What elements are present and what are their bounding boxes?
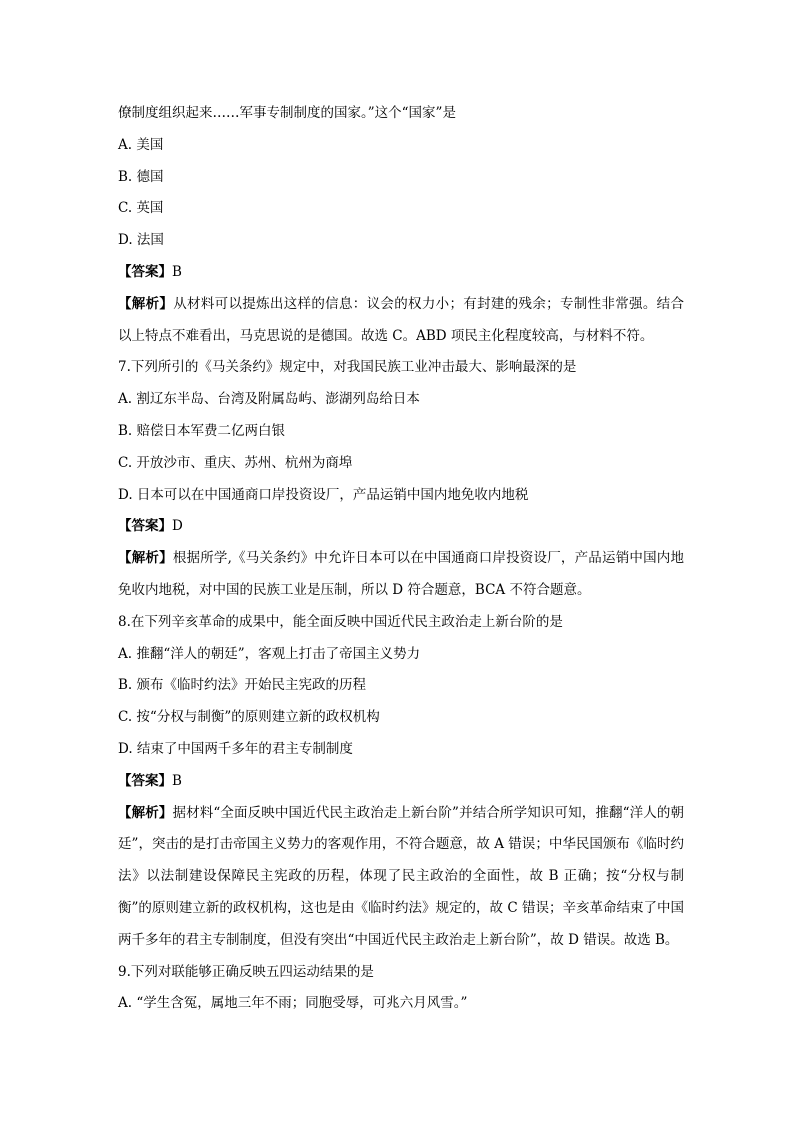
q6-option-d: D. 法国 — [118, 232, 164, 249]
question-7-stem: 7.下列所引的《马关条约》规定中，对我国民族工业冲击最大、影响最深的是 — [118, 359, 577, 376]
q7-option-d: D. 日本可以在中国通商口岸投资设厂，产品运销中国内地免收内地税 — [118, 486, 529, 503]
analysis-text: 据材料“全面反映中国近代民主政治走上新台阶”并结合所学知识可知，推翻“洋人的朝廷”，突击的是打击帝国主义势力的客观作用，不符合题意，故 A 错误；中华民国颁布《临时约法》以法制建设保障民主宪政的历程，体现了民主政治的全面性，故 B 正确；按“分权与制衡”的原则建立新的政权机构，这也是由《临时约法》规定的，故 C 错误；辛亥革命结束了中国两千多年的君主专制制度，但没有突出“中国近代民主政治走上新台阶”，故 D 错误。故选 B。 — [118, 804, 684, 948]
answer-label: 【答案】 — [118, 518, 172, 535]
q6-option-a: A. 美国 — [118, 136, 164, 153]
q6-answer — [118, 257, 684, 289]
analysis-text: 从材料可以提炼出这样的信息：议会的权力小；有封建的残余；专制性非常强。结合以上特点不难看出，马克思说的是德国。故选 C。ABD 项民主化程度较高，与材料不符。 — [118, 295, 684, 344]
answer-value: D — [172, 518, 183, 535]
q6-analysis — [118, 289, 684, 353]
q8-option-d: D. 结束了中国两千多年的君主专制制度 — [118, 740, 353, 757]
q9-option-a: A. “学生含冤，属地三年不雨；同胞受辱，可兆六月风雪。” — [118, 995, 468, 1012]
question-9-stem: 9.下列对联能够正确反映五四运动结果的是 — [118, 963, 374, 980]
q8-option-c: C. 按“分权与制衡”的原则建立新的政权机构 — [118, 709, 380, 726]
q7-option-c: C. 开放沙市、重庆、苏州、杭州为商埠 — [118, 454, 353, 471]
analysis-label: 【解析】 — [118, 804, 173, 821]
answer-value: B — [172, 263, 182, 280]
q8-analysis — [118, 798, 684, 957]
document-page — [118, 98, 684, 1020]
q7-option-b: B. 赔偿日本军费二亿两白银 — [118, 422, 286, 439]
q7-option-a: A. 割辽东半岛、台湾及附属岛屿、澎湖列岛给日本 — [118, 391, 420, 408]
answer-label: 【答案】 — [118, 263, 172, 280]
q6-option-c: C. 英国 — [118, 200, 164, 217]
q6-option-b: B. 德国 — [118, 168, 164, 185]
analysis-text: 根据所学,《马关条约》中允许日本可以在中国通商口岸投资设厂，产品运销中国内地免收内地税，对中国的民族工业是压制，所以 D 符合题意，BCA 不符合题意。 — [118, 550, 685, 598]
analysis-label: 【解析】 — [118, 295, 174, 312]
answer-value: B — [172, 772, 182, 789]
q8-option-b: B. 颁布《临时约法》开始民主宪政的历程 — [118, 677, 367, 694]
question-6-stem-continuation: 僚制度组织起来……军事专制制度的国家。”这个“国家”是 — [118, 105, 456, 121]
q8-option-a: A. 推翻“洋人的朝廷”，客观上打击了帝国主义势力 — [118, 645, 421, 662]
q8-answer — [118, 766, 684, 798]
question-8-stem: 8.在下列辛亥革命的成果中，能全面反映中国近代民主政治走上新台阶的是 — [118, 613, 563, 630]
answer-label: 【答案】 — [118, 772, 172, 789]
q7-analysis — [118, 543, 684, 607]
q7-answer — [118, 511, 684, 543]
analysis-label: 【解析】 — [118, 550, 173, 567]
